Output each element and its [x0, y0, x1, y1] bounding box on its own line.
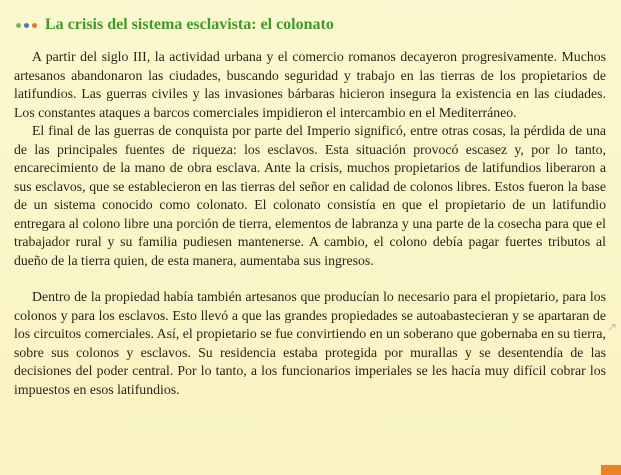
corner-accent: [601, 465, 621, 475]
section-heading: [16, 14, 334, 36]
blue-dot-icon: [24, 23, 29, 28]
orange-dot-icon: [32, 23, 37, 28]
bullet-dots-icon: [16, 23, 37, 28]
paragraph-2: El final de las guerras de conquista por parte del Imperio significó, entre otras cosas, la pérdida de una de las principales fuentes de riqueza: los esclavos. Esta situación provocó escasez y, por lo tanto, encarecimiento de la mano de obra esclava. Ante la crisis, muchos propietarios de latifundios liberaron a sus esclavos, que se establecieron en las tierras del señor en calidad de colonos libres. Estos fueron la base de un sistema conocido como colonato. El colonato consistía en que el propietario de un latifundio entregara al colono libre una porción de tierra, elementos de labranza y una parte de la cosecha para que el trabajador rural y su familia pudiesen mantenerse. A cambio, el colono debía pagar fuertes tributos al dueño de la tierra quien, de esta manera, aumentaba sus ingresos.: [14, 123, 606, 268]
arrow-icon[interactable]: ↗: [606, 320, 618, 334]
paragraph-1: A partir del siglo III, la actividad urbana y el comercio romanos decayeron progresivamente. Muchos artesanos abandonaron las ciudades, buscando seguridad y trabajo en las tierras de los propietarios de latifundios. Las guerras civiles y las invasiones bárbaras hicieron insegura la existencia en las ciudades. Los constantes ataques a barcos comerciales impidieron el intercambio en el Mediterráneo.: [14, 49, 606, 120]
section-title: La crisis del sistema esclavista: el colonato: [45, 16, 334, 33]
body-text: [14, 48, 606, 399]
green-dot-icon: [16, 23, 21, 28]
paragraph-3: Dentro de la propiedad había también artesanos que producían lo necesario para el propietario, para los colonos y para los esclavos. Esto llevó a que las grandes propiedades se autoabastecieran y se apartaran de los circuitos comerciales. Así, el propietario se fue convirtiendo en un soberano que gobernaba en su tierra, sobre sus colonos y esclavos. Su residencia estaba protegida por murallas y se desentendía de las decisiones del poder central. Por lo tanto, a los funcionarios imperiales se les hacía muy difícil cobrar los impuestos en esos latifundios.: [14, 289, 606, 397]
